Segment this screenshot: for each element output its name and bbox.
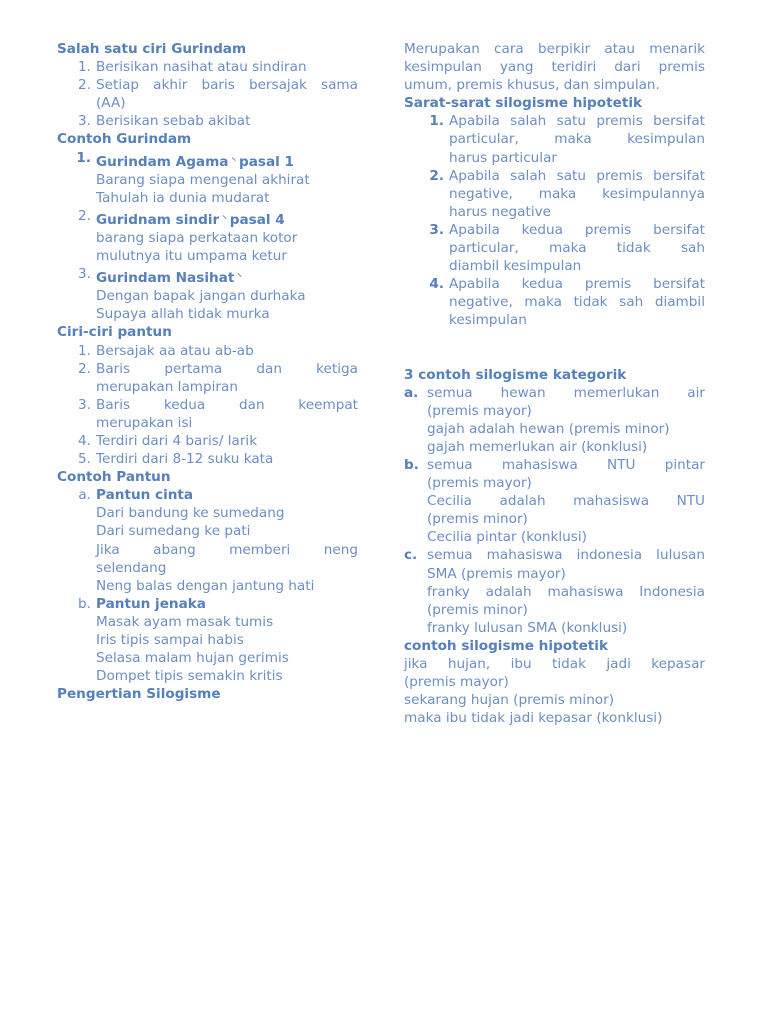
ciri-pantun-heading: Ciri-ciri pantun (57, 324, 172, 341)
list-item: 2. Baris pertama dan ketiga merupakan lampiran (78, 360, 358, 395)
list-item: a. semua hewan memerlukan air (premis mayor) gajah adalah hewan (premis minor) gajah memerlukan air (konklusi) (404, 384, 705, 455)
gurindam-title: Gurindam Agama ⸜ pasal 1 (96, 152, 294, 170)
silogisme-definition: Merupakan cara berpikir atau menarik kesimpulan yang teridiri dari premis umum, premis khusus, dan simpulan. (404, 41, 705, 94)
ciri-gurindam-heading: Salah satu ciri Gurindam (57, 41, 247, 57)
spacer (404, 330, 705, 366)
gurindam-title: Gurindam Nasihat ⸜ (96, 269, 242, 287)
hipotetik-heading: contoh silogisme hipotetik (404, 637, 608, 654)
hipotetik-example: jika hujan, ibu tidak jadi kepasar (premis mayor) sekarang hujan (premis minor) maka ibu tidak jadi kepasar (konklusi) (404, 656, 705, 727)
gurindam-title: Guridnam sindir ⸜ pasal 4 (96, 210, 285, 228)
list-item: 1. Berisikan nasihat atau sindiran (78, 59, 307, 76)
bookmark-icon: ⸜ (237, 269, 242, 280)
list-item: 4. Terdiri dari 4 baris/ larik (78, 432, 258, 449)
list-item: b. Pantun jenaka Masak ayam masak tumis Iris tipis sampai habis Selasa malam hujan gerimis Dompet tipis semakin kritis (78, 595, 289, 685)
list-item: 2. Guridnam sindir ⸜ pasal 4 barang siapa perkataan kotor mulutnya itu umpama ketur (57, 207, 358, 265)
contoh-pantun-heading: Contoh Pantun (57, 469, 171, 486)
list-item: 2. Apabila salah satu premis bersifat negative, maka kesimpulannya harus negative (429, 167, 705, 220)
list-item: 3. Apabila kedua premis bersifat particular, maka tidak sah diambil kesimpulan (429, 221, 705, 275)
list-item: b. semua mahasiswa NTU pintar (premis mayor) Cecilia adalah mahasiswa NTU (premis minor) Cecilia pintar (konklusi) (404, 456, 705, 546)
list-item: 3. Gurindam Nasihat ⸜ Dengan bapak jangan durhaka Supaya allah tidak murka (57, 265, 358, 323)
list-item: 1. Bersajak aa atau ab-ab (78, 342, 254, 359)
list-item: 4. Apabila kedua premis bersifat negative, maka tidak sah diambil kesimpulan (429, 276, 705, 329)
left-column (57, 40, 358, 703)
contoh-gurindam-heading: Contoh Gurindam (57, 131, 192, 148)
pengertian-silogisme-heading: Pengertian Silogisme (57, 686, 221, 703)
list-item: 5. Terdiri dari 8-12 suku kata (78, 451, 274, 468)
right-column (404, 40, 705, 727)
list-item: 1. Gurindam Agama ⸜ pasal 1 Barang siapa mengenal akhirat Tahulah ia dunia mudarat (57, 149, 358, 207)
list-item: 2. Setiap akhir baris bersajak sama (AA) (78, 77, 358, 112)
kategorik-heading: 3 contoh silogisme kategorik (404, 366, 627, 383)
list-item: 3. Berisikan sebab akibat (78, 113, 251, 130)
sarat-heading: Sarat-sarat silogisme hipotetik (404, 95, 643, 112)
list-item: 1. Apabila salah satu premis bersifat particular, maka kesimpulan harus particular (429, 113, 705, 166)
bookmark-icon: ⸜ (222, 210, 227, 221)
bookmark-icon: ⸜ (231, 152, 236, 163)
list-item: c. semua mahasiswa indonesia lulusan SMA (premis mayor) franky adalah mahasiswa Indonesia (premis minor) franky lulusan SMA (konklusi) (404, 547, 705, 636)
list-item: a. Pantun cinta Dari bandung ke sumedang Dari sumedang ke pati Jika abang memberi neng selendang Neng balas dengan jantung hati (78, 487, 358, 594)
list-item: 3. Baris kedua dan keempat merupakan isi (78, 396, 358, 431)
